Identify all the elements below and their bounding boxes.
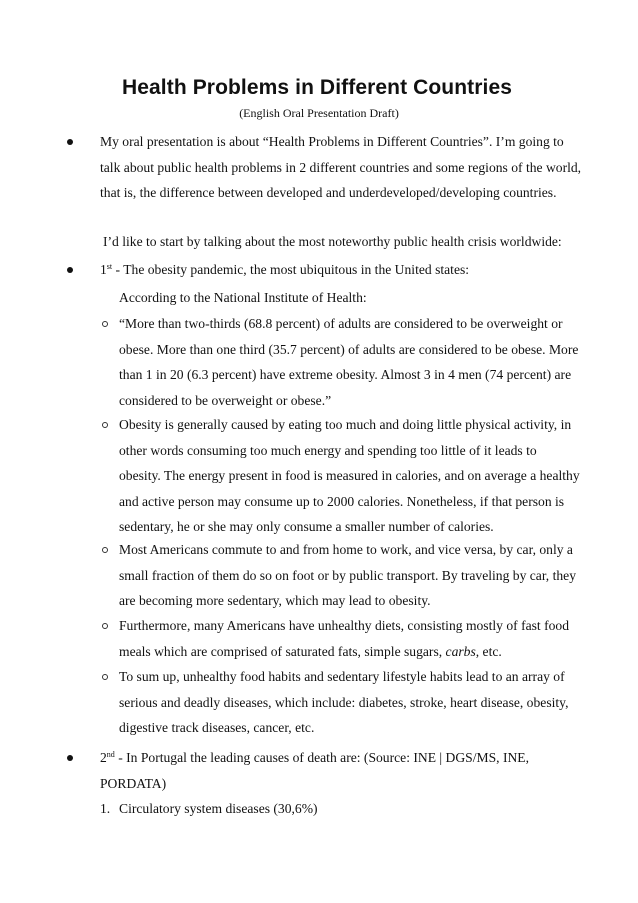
diet-text-italic: carbs (445, 643, 476, 659)
sub-item-summary: To sum up, unhealthy food habits and sedentary lifestyle habits lead to an array of serious and deadly diseases, which include: diabetes, stroke, heart disease, obesity, digestive track diseases, cancer, etc. (119, 669, 569, 735)
bullet-icon (67, 267, 73, 273)
section1-heading (100, 257, 590, 283)
page-subtitle: (English Oral Presentation Draft) (239, 106, 399, 120)
lead-paragraph: I’d like to start by talking about the most noteworthy public health crisis worldwide: (103, 234, 562, 249)
sub-item-causes: Obesity is generally caused by eating too much and doing little physical activity, in other words consuming too much energy and spending too little of it leads to obesity. The energy present in food is measured in calories, and on average a healthy and active person may consume up to 2000 calories. Nonetheless, if that person is sedentary, he or she may only consume a smaller number of calories. (119, 417, 580, 534)
section2-ordinal: 2 (100, 750, 107, 765)
sub-bullet-icon (102, 623, 108, 629)
sub-bullet-icon (102, 321, 108, 327)
section2-ordinal-suffix: nd (106, 750, 115, 759)
diet-text-before: Furthermore, many Americans have unhealthy diets, consisting mostly of fast food meals which are comprised of saturated fats, simple sugars, (119, 618, 570, 659)
section1-ordinal: 1 (100, 262, 107, 277)
section1-heading-text: - The obesity pandemic, the most ubiquitous in the United states: (112, 262, 470, 277)
page-title: Health Problems in Different Countries (121, 76, 513, 99)
intro-paragraph: My oral presentation is about “Health Problems in Different Countries”. I’m going to talk about public health problems in 2 different countries and some regions of the world, that is, the difference between developed and underdeveloped/developing countries. (100, 134, 582, 200)
source-line: According to the National Institute of Health: (119, 290, 367, 305)
sub-item-diet (119, 613, 569, 664)
sub-bullet-icon (102, 547, 108, 553)
section1-ordinal-suffix: st (106, 262, 113, 271)
section2-heading-text: - In Portugal the leading causes of death are: (Source: INE | DGS/MS, INE, PORDATA) (100, 750, 530, 791)
section2-heading (100, 745, 560, 796)
bullet-icon (67, 139, 73, 145)
list-number: 1. (100, 801, 111, 816)
sub-item-commute: Most Americans commute to and from home to work, and vice versa, by car, only a small fraction of them do so on foot or by public transport. By traveling by car, they are becoming more sedentary, which may lead to obesity. (119, 542, 577, 608)
diet-text-after: , etc. (475, 643, 502, 659)
sub-bullet-icon (102, 422, 108, 428)
list-item-circulatory: Circulatory system diseases (30,6%) (119, 801, 318, 816)
sub-item-statistics: “More than two-thirds (68.8 percent) of adults are considered to be overweight or obese. More than one third (35.7 percent) of adults are considered to be obese. More than 1 in 20 (6.3 percent) have extreme obesity. Almost 3 in 4 men (74 percent) are considered to be overweight or obese.” (119, 316, 579, 408)
bullet-icon (67, 755, 73, 761)
sub-bullet-icon (102, 674, 108, 680)
